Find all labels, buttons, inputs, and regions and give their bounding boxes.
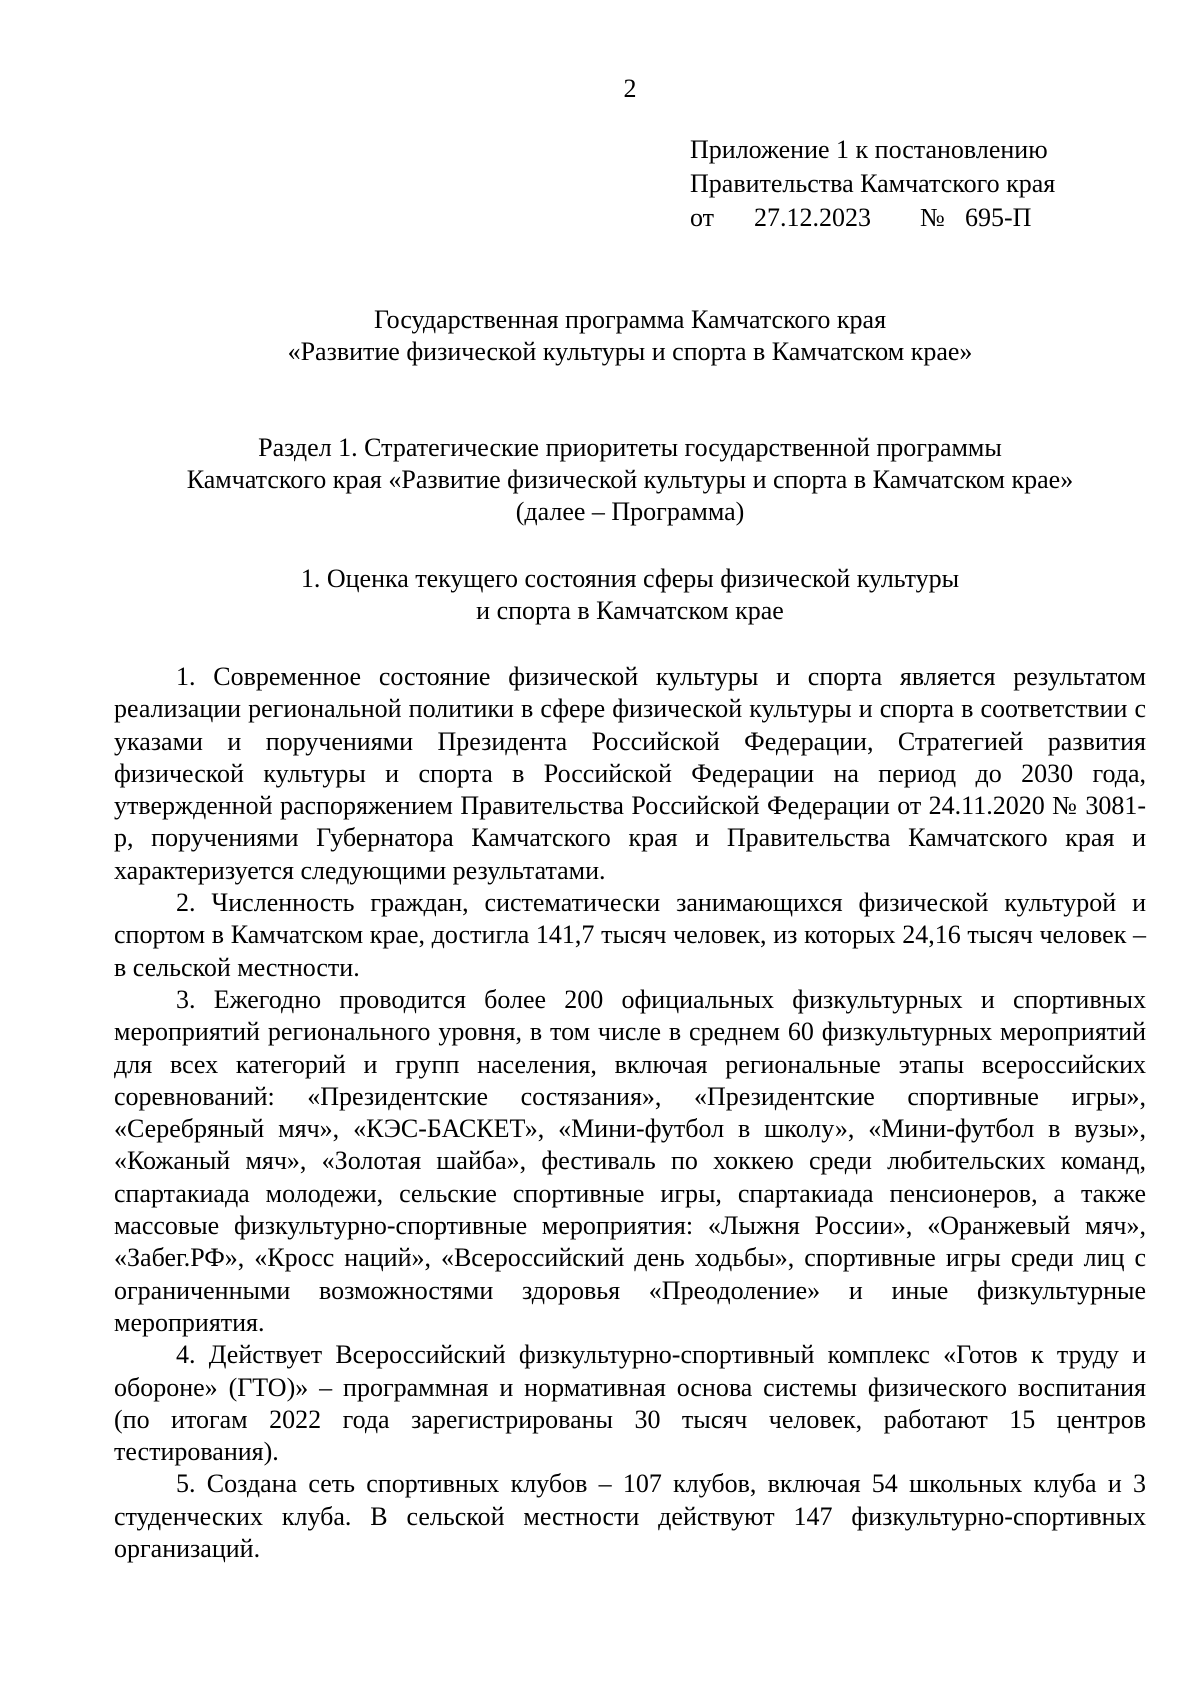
paragraph-3: 3. Ежегодно проводится более 200 официальных физкультурных и спортивных мероприятий регионального уровня, в том числе в среднем 60 физкультурных мероприятий для всех категорий и групп населения, включая региональные этапы всероссийских соревнований: «Президентские состязания», «Президентские спортивные игры», «Серебряный мяч», «КЭС-БАСКЕТ», «Мини-футбол в школу», «Мини-футбол в вузы», «Кожаный мяч», «Золотая шайба», фестиваль по хоккею среди любительских команд, спартакиада молодежи, сельские спортивные игры, спартакиада пенсионеров, а также массовые физкультурно-спортивные мероприятия: «Лыжня России», «Оранжевый мяч», «Забег.РФ», «Кросс наций», «Всероссийский день ходьбы», спортивные игры среди лиц с ограниченными возможностями здоровья «Преодоление» и иные физкультурные мероприятия. [114,984,1146,1337]
paragraph-1: 1. Современное состояние физической культуры и спорта является результатом реализации региональной политики в сфере физической культуры и спорта в соответствии с указами и поручениями Президента Российской Федерации, Стратегией развития физической культуры и спорта в Российской Федерации на период до 2030 года, утвержденной распоряжением Правительства Российской Федерации от 24.11.2020 № 3081-р, поручениями Губернатора Камчатского края и Правительства Камчатского края и характеризуется следующими результатами. [114,662,1146,885]
subsection-title-line-1: 1. Оценка текущего состояния сферы физической культуры [300,564,960,593]
section-title-line-1: Раздел 1. Стратегические приоритеты государственной программы [258,433,1002,462]
appendix-header [690,133,1055,235]
appendix-line-1: Приложение 1 к постановлению [690,135,1048,164]
appendix-date: 27.12.2023 [754,203,871,232]
program-title [114,304,1146,368]
appendix-number-sign: № [920,203,945,232]
page-number: 2 [623,74,637,103]
paragraph-2: 2. Численность граждан, систематически занимающихся физической культурой и спортом в Камчатском крае, достигла 141,7 тысяч человек, из которых 24,16 тысяч человек – в сельской местности. [114,888,1146,982]
program-title-line-2: «Развитие физической культуры и спорта в Камчатском крае» [287,337,973,366]
section-title-line-2: Камчатского края «Развитие физической культуры и спорта в Камчатском крае» [186,465,1074,494]
paragraph-4: 4. Действует Всероссийский физкультурно-спортивный комплекс «Готов к труду и обороне» (ГТО)» – программная и нормативная основа системы физического воспитания (по итогам 2022 года зарегистрированы 30 тысяч человек, работают 15 центров тестирования). [114,1340,1146,1467]
appendix-meta [690,201,1055,235]
program-title-line-1: Государственная программа Камчатского края [373,305,887,334]
appendix-line-2: Правительства Камчатского края [690,169,1056,198]
appendix-number: 695-П [965,203,1032,232]
subsection-title [114,563,1146,627]
section-title [114,432,1146,528]
appendix-from-label: от [690,203,715,232]
body-text [114,661,1146,1565]
paragraph-5: 5. Создана сеть спортивных клубов – 107 клубов, включая 54 школьных клуба и 3 студенческих клуба. В сельской местности действуют 147 физкультурно-спортивных организаций. [114,1469,1146,1564]
section-title-line-3: (далее – Программа) [515,497,745,526]
subsection-title-line-2: и спорта в Камчатском крае [476,596,784,625]
